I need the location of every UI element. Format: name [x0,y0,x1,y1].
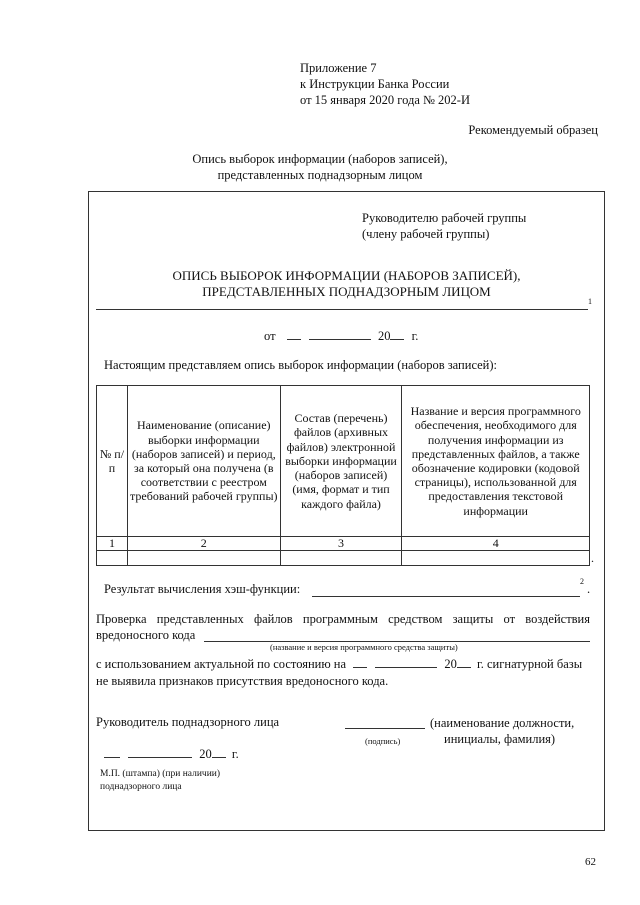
sign-year-blank [212,745,226,758]
addressee-block [362,210,526,242]
sign-month-blank [128,745,192,758]
table-end-dot: . [591,551,594,565]
annex-line: Приложение 7 [300,61,377,75]
position-caption [430,715,574,747]
month-blank [309,327,371,340]
table-number-cell: 2 [127,537,280,551]
date-year: 20 [377,329,391,343]
stamp-note [100,768,220,794]
footnote-marker-2: 2 [580,577,584,586]
form-date-line [264,327,418,344]
malware-check-line2 [96,628,195,643]
sign-date-suffix: г. [231,747,239,761]
table-header-cell: Состав (перечень) файлов (архивных файлов) электронной выборки информации (наборов записей) (имя, формат и тип каждого файла) [280,386,402,537]
footnote-marker-1: 1 [588,297,592,306]
date-prefix: от [264,329,276,343]
signature-base-suffix: г. сигнатурной базы [477,657,583,671]
malware-check-result: не выявила признаков присутствия вредоносного кода. [96,674,389,688]
intro-text: Настоящим представляем опись выборок информации (наборов записей): [104,358,498,372]
sig-month-blank [375,655,437,668]
signature-date-line [104,745,239,762]
form-title [88,268,605,300]
sig-year: 20 [444,657,457,671]
document-title-line: Опись выборок информации (наборов записей), [192,152,448,166]
malware-check-prefix: вредоносного кода [96,628,196,642]
signature-caption: (подпись) [365,736,401,746]
year-blank [390,327,404,340]
document-title-line: представленных поднадзорным лицом [217,168,423,182]
sign-day-blank [104,745,120,758]
table-header-cell: № п/п [97,386,128,537]
malware-check-line1: Проверка представленных файлов программным средством защиты от воздействия [96,612,590,626]
table-cell [97,551,128,566]
document-title [0,151,640,183]
sign-year: 20 [199,747,212,761]
page-number: 62 [585,856,596,868]
table-number-cell: 3 [280,537,402,551]
stamp-line: поднадзорного лица [100,782,182,792]
table-cell [402,551,590,566]
signature-base-prefix: с использованием актуальной по состоянию на [96,657,347,671]
stamp-line: М.П. (штампа) (при наличии) [100,769,221,779]
antivirus-caption: (название и версия программного средства защиты) [270,642,458,652]
annex-line: от 15 января 2020 года № 202-И [300,93,471,107]
annex-header [300,60,470,108]
addressee-line: Руководителю рабочей группы [362,211,527,225]
recommended-sample-label: Рекомендуемый образец [468,123,598,137]
organization-name-line [96,309,588,310]
sig-day-blank [353,655,367,668]
table-header-cell: Наименование (описание) выборки информации (наборов записей) и период, за который она получена (в соответствии с реестром требований рабочей группы) [127,386,280,537]
table-row [97,551,590,566]
hash-value-line [312,596,580,597]
position-line: инициалы, фамилия) [444,732,556,746]
head-signature-label: Руководитель поднадзорного лица [96,715,280,729]
table-number-cell: 1 [97,537,128,551]
day-blank [287,327,301,340]
form-title-line: ОПИСЬ ВЫБОРОК ИНФОРМАЦИИ (НАБОРОВ ЗАПИСЕЙ), [172,268,521,283]
hash-end-dot: . [587,582,591,596]
table-header-cell: Название и версия программного обеспечения, необходимого для получения информации из представленных файлов, а также обозначение кодировки (кодовой страницы), использованной для предоставления текстовой информации [402,386,590,537]
annex-line: к Инструкции Банка России [300,77,450,91]
sig-year-blank [457,655,471,668]
signature-line [345,728,425,729]
form-title-line: ПРЕДСТАВЛЕННЫХ ПОДНАДЗОРНЫМ ЛИЦОМ [202,284,491,299]
date-suffix: г. [411,329,419,343]
position-line: (наименование должности, [430,716,575,730]
hash-label: Результат вычисления хэш-функции: [104,582,301,596]
table-header-row [97,386,590,537]
table-number-cell: 4 [402,537,590,551]
table-number-row [97,537,590,551]
addressee-line: (члену рабочей группы) [362,227,490,241]
inventory-table [96,385,590,566]
table-cell [280,551,402,566]
signature-base-line [96,655,596,690]
table-cell [127,551,280,566]
